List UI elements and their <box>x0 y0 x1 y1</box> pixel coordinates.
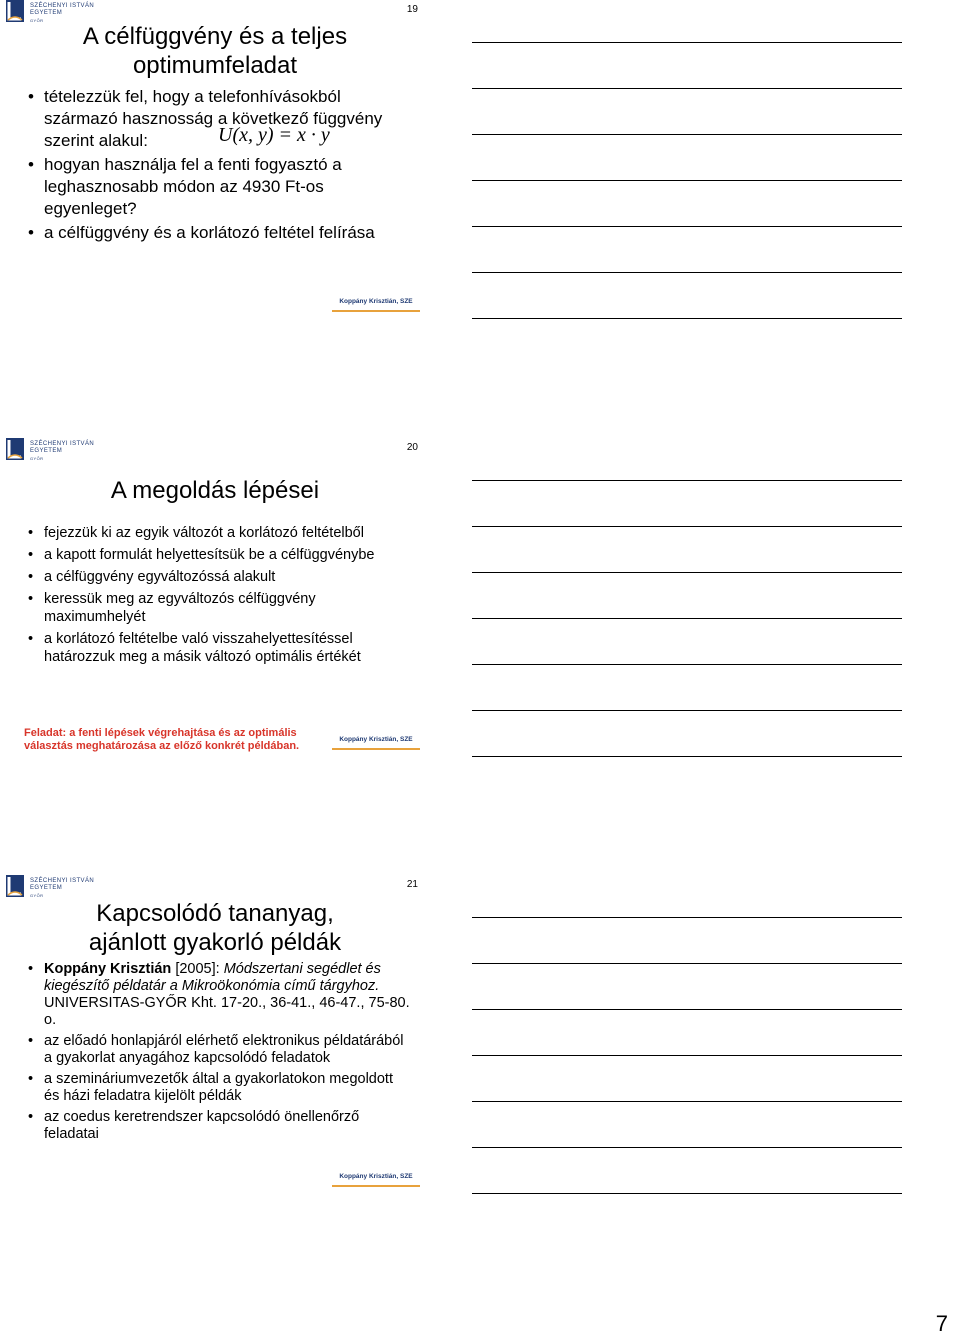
list-item: • hogyan használja fel a fenti fogyasztó a leghasznosabb módon az 4930 Ft-os egyenleget? <box>28 154 408 220</box>
utility-formula: U(x, y) = x · y <box>218 124 330 146</box>
list-item: • fejezzük ki az egyik változót a korlátozó feltételből <box>28 524 408 542</box>
list-item: • a célfüggvény egyváltozóssá alakult <box>28 568 408 586</box>
slide-title: A célfüggvény és a teljes optimumfeladat <box>82 23 348 79</box>
slide-number: 21 <box>406 879 418 890</box>
bullet-list <box>28 524 408 666</box>
author-footer: Koppány Krisztián, SZE <box>332 1173 420 1187</box>
task-text: Feladat: a fenti lépések végrehajtása és az optimális választás meghatározása az előző konkrét példában. <box>24 727 300 752</box>
logo-text: SZÉCHENYI ISTVÁN EGYETEM GYŐR <box>30 3 95 23</box>
list-item: • a korlátozó feltételbe való visszahelyettesítéssel határozzuk meg a másik változó optimális értékét <box>28 630 408 666</box>
list-item: • az coedus keretrendszer kapcsolódó önellenőrző feladatai <box>28 1109 412 1143</box>
logo-icon <box>6 875 24 897</box>
logo-icon <box>6 0 24 22</box>
author-footer: Koppány Krisztián, SZE <box>332 736 420 750</box>
logo-text: SZÉCHENYI ISTVÁN EGYETEM GYŐR <box>30 441 95 461</box>
page-number: 7 <box>935 1311 948 1336</box>
list-item: • a szemináriumvezetők által a gyakorlatokon megoldott és házi feladatra kijelölt példák <box>28 1071 412 1105</box>
list-item: • az előadó honlapjáról elérhető elektronikus példatárából a gyakorlat anyagához kapcsolódó feladatok <box>28 1033 412 1067</box>
ref-title: Módszertani segédlet és kiegészítő példatár a Mikroökonómia című tárgyhoz. <box>44 961 381 994</box>
slide-title: A megoldás lépései <box>110 477 320 504</box>
slide-20 <box>0 438 430 768</box>
slide-21 <box>0 875 430 1205</box>
logo-icon <box>6 438 24 460</box>
slide-19 <box>0 0 430 330</box>
ref-year: [2005]: <box>171 961 224 977</box>
slide-number: 20 <box>406 442 418 453</box>
slide-number: 19 <box>406 4 418 15</box>
bullet-list <box>28 961 412 1143</box>
list-item: • tételezzük fel, hogy a telefonhívásokból származó hasznosság a következő függvény szerint alakul: U(x, y) = x · y <box>28 86 408 152</box>
list-item: • a célfüggvény és a korlátozó feltétel felírása <box>28 222 408 244</box>
logo-text: SZÉCHENYI ISTVÁN EGYETEM GYŐR <box>30 878 95 898</box>
university-logo <box>6 875 98 901</box>
ref-author: Koppány Krisztián <box>44 961 172 977</box>
footer-bar <box>332 310 420 312</box>
list-item: • a kapott formulát helyettesítsük be a célfüggvénybe <box>28 546 408 564</box>
slide-title: Kapcsolódó tananyag, ajánlott gyakorló példák <box>88 900 342 956</box>
bullet-list <box>28 86 408 244</box>
footer-bar <box>332 1185 420 1187</box>
list-item <box>28 961 412 1029</box>
list-item: • keressük meg az egyváltozós célfüggvény maximumhelyét <box>28 590 408 626</box>
ref-rest: UNIVERSITAS-GYŐR Kht. 17-20., 36-41., 46-47., 75-80. o. <box>44 995 410 1028</box>
footer-bar <box>332 748 420 750</box>
author-footer: Koppány Krisztián, SZE <box>332 298 420 312</box>
university-logo <box>6 438 98 464</box>
